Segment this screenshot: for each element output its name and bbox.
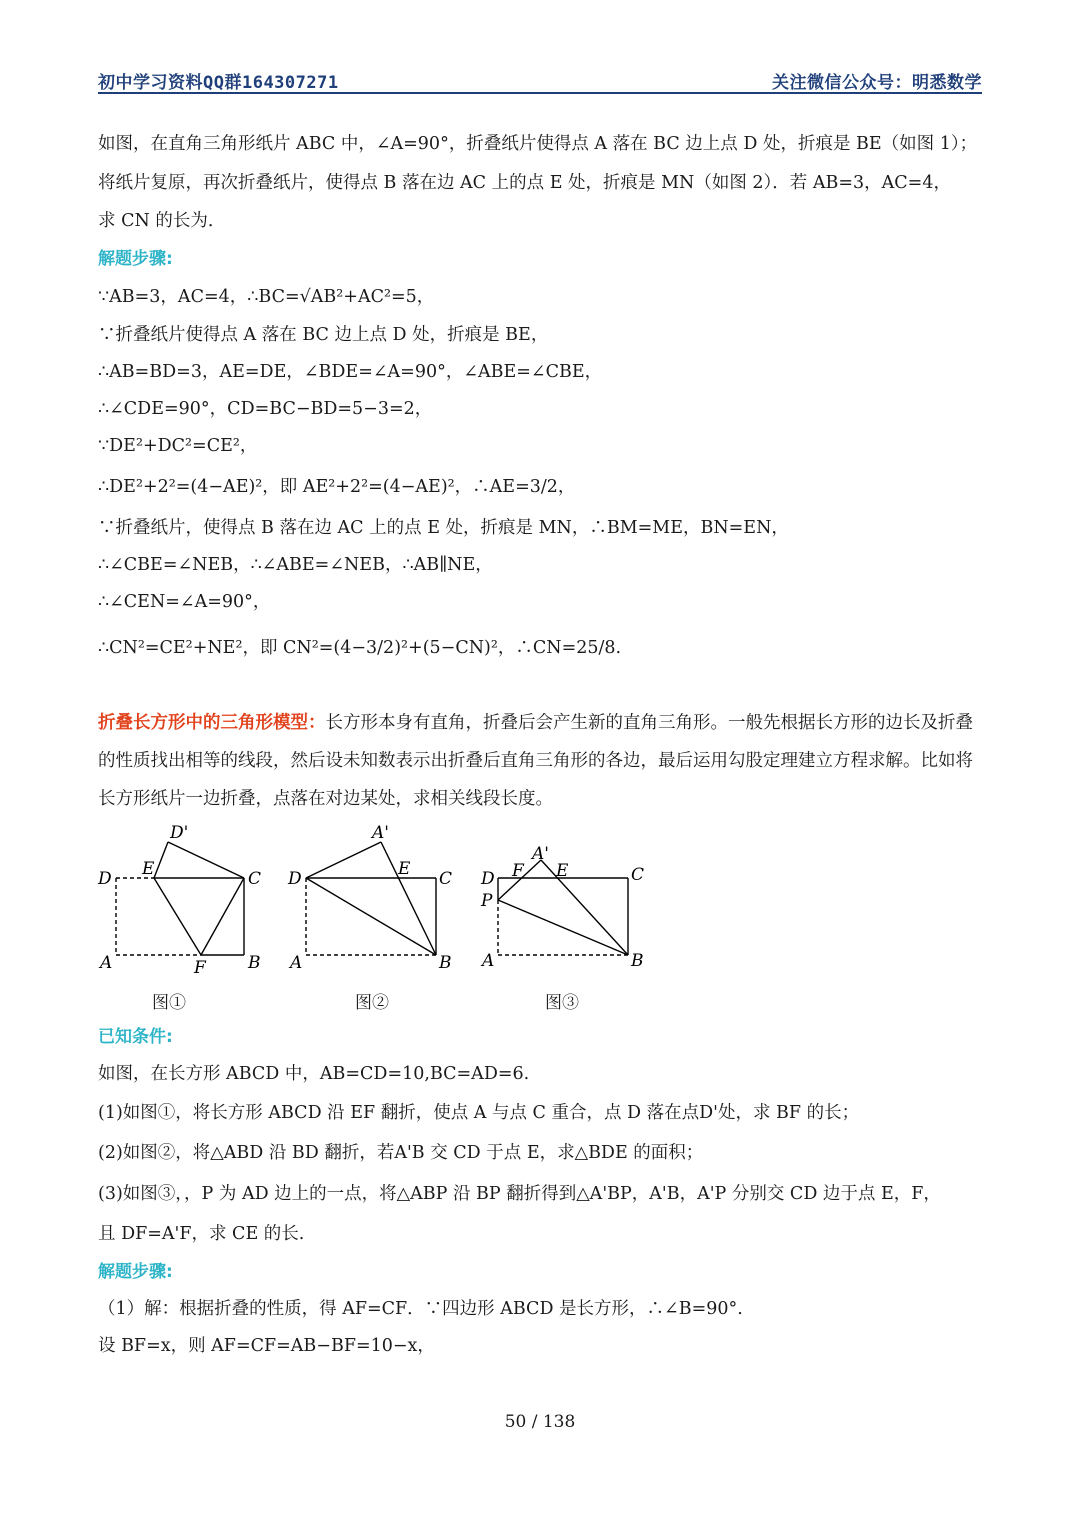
model-text: 长方形本身有直角，折叠后会产生新的直角三角形。一般先根据长方形的边长及折叠的性质找出相等的线段，然后设未知数表示出折叠后直角三角形的各边，最后运用勾股定理建立方程求解。比如将长方形纸片一边折叠，点落在对边某处，求相关线段长度。	[98, 713, 973, 809]
model-title: 折叠长方形中的三角形模型：	[98, 713, 326, 733]
fig1-label-E: E	[142, 859, 155, 879]
fig3-label-F: F	[512, 861, 524, 881]
solution1-line-3: ∴AB=BD=3，AE=DE，∠BDE=∠A=90°，∠ABE=∠CBE，	[98, 362, 603, 382]
fig2-label-A1: A'	[372, 823, 389, 843]
fig3-caption: 图③	[545, 993, 579, 1013]
problem1-line-2: 将纸片复原，再次折叠纸片，使得点 B 落在边 AC 上的点 E 处，折痕是 MN（如图 2）．若 AB=3，AC=4，	[98, 173, 951, 193]
fig2-label-B: B	[439, 953, 452, 973]
model-paragraph	[98, 704, 984, 818]
solution2-title: 解题步骤:	[98, 1262, 173, 1282]
fig2-label-D: D	[288, 869, 302, 889]
fig3-label-C: C	[631, 865, 645, 885]
fig1-label-A: A	[100, 953, 113, 973]
page-number: 50 / 138	[504, 1412, 576, 1432]
given-title: 已知条件:	[98, 1027, 173, 1047]
solution1-line-5: ∵DE²+DC²=CE²，	[98, 436, 258, 456]
fig1-label-D: D	[98, 869, 112, 889]
solution1-line-6: ∴DE²+2²=(4−AE)²，即 AE²+2²=(4−AE)²，∴AE=3/2，	[98, 477, 576, 497]
given-line-1: 如图，在长方形 ABCD 中，AB=CD=10,BC=AD=6.	[98, 1064, 530, 1084]
fig3-label-B: B	[631, 951, 644, 971]
fig2-label-C: C	[439, 869, 453, 889]
fig3-label-A1: A'	[532, 844, 549, 864]
solution1-line-7: ∵折叠纸片，使得点 B 落在边 AC 上的点 E 处，折痕是 MN，∴BM=ME，BN=EN，	[98, 518, 789, 538]
given-line-4: (3)如图③，，P 为 AD 边上的一点，将△ABP 沿 BP 翻折得到△A'BP，A'B，A'P 分别交 CD 边于点 E，F，	[98, 1184, 941, 1204]
fig1-label-B: B	[248, 953, 261, 973]
figure-2-diagram	[306, 842, 436, 955]
solution1-line-9: ∴∠CEN=∠A=90°，	[98, 592, 271, 612]
header-right-text: 关注微信公众号：明悉数学	[772, 73, 982, 93]
fig3-label-P: P	[481, 891, 493, 911]
fig3-label-E: E	[556, 861, 569, 881]
fig3-label-D: D	[481, 869, 495, 889]
solution1-line-2: ∵折叠纸片使得点 A 落在 BC 边上点 D 处，折痕是 BE，	[98, 325, 549, 345]
header-left-text: 初中学习资料QQ群164307271	[98, 73, 339, 93]
fig2-caption: 图②	[355, 993, 389, 1013]
solution1-line-1: ∵AB=3，AC=4，∴BC=√AB²+AC²=5，	[98, 287, 435, 307]
fig2-label-A: A	[290, 953, 303, 973]
fig3-label-A: A	[482, 951, 495, 971]
figure-1-diagram	[116, 842, 244, 955]
solution1-title: 解题步骤:	[98, 249, 173, 269]
fig1-caption: 图①	[152, 993, 186, 1013]
given-line-2: (1)如图①，将长方形 ABCD 沿 EF 翻折，使点 A 与点 C 重合，点 D 落在点D'处，求 BF 的长；	[98, 1103, 860, 1123]
fig1-label-F: F	[194, 958, 206, 978]
solution1-line-10: ∴CN²=CE²+NE²，即 CN²=(4−3/2)²+(5−CN)²，∴CN=25/8.	[98, 638, 622, 658]
page-header	[98, 64, 982, 94]
solution2-line-1: （1）解：根据折叠的性质，得 AF=CF．∵四边形 ABCD 是长方形，∴∠B=90°.	[98, 1299, 743, 1319]
problem1-line-3: 求 CN 的长为．	[98, 211, 226, 231]
fig1-label-C: C	[248, 869, 262, 889]
solution1-line-4: ∴∠CDE=90°，CD=BC−BD=5−3=2，	[98, 399, 433, 419]
fig2-label-E: E	[398, 859, 411, 879]
solution1-line-8: ∴∠CBE=∠NEB，∴∠ABE=∠NEB，∴AB∥NE，	[98, 555, 493, 575]
fig1-label-D1: D'	[170, 823, 189, 843]
solution2-line-2: 设 BF=x，则 AF=CF=AB−BF=10−x，	[98, 1336, 435, 1356]
figures-svg	[96, 820, 696, 1015]
given-line-3: (2)如图②，将△ABD 沿 BD 翻折，若A'B 交 CD 于点 E，求△BDE 的面积；	[98, 1143, 704, 1163]
problem1-line-1: 如图，在直角三角形纸片 ABC 中，∠A=90°，折叠纸片使得点 A 落在 BC 边上点 D 处，折痕是 BE（如图 1）；	[98, 134, 978, 154]
given-line-5: 且 DF=A'F，求 CE 的长.	[98, 1224, 305, 1244]
